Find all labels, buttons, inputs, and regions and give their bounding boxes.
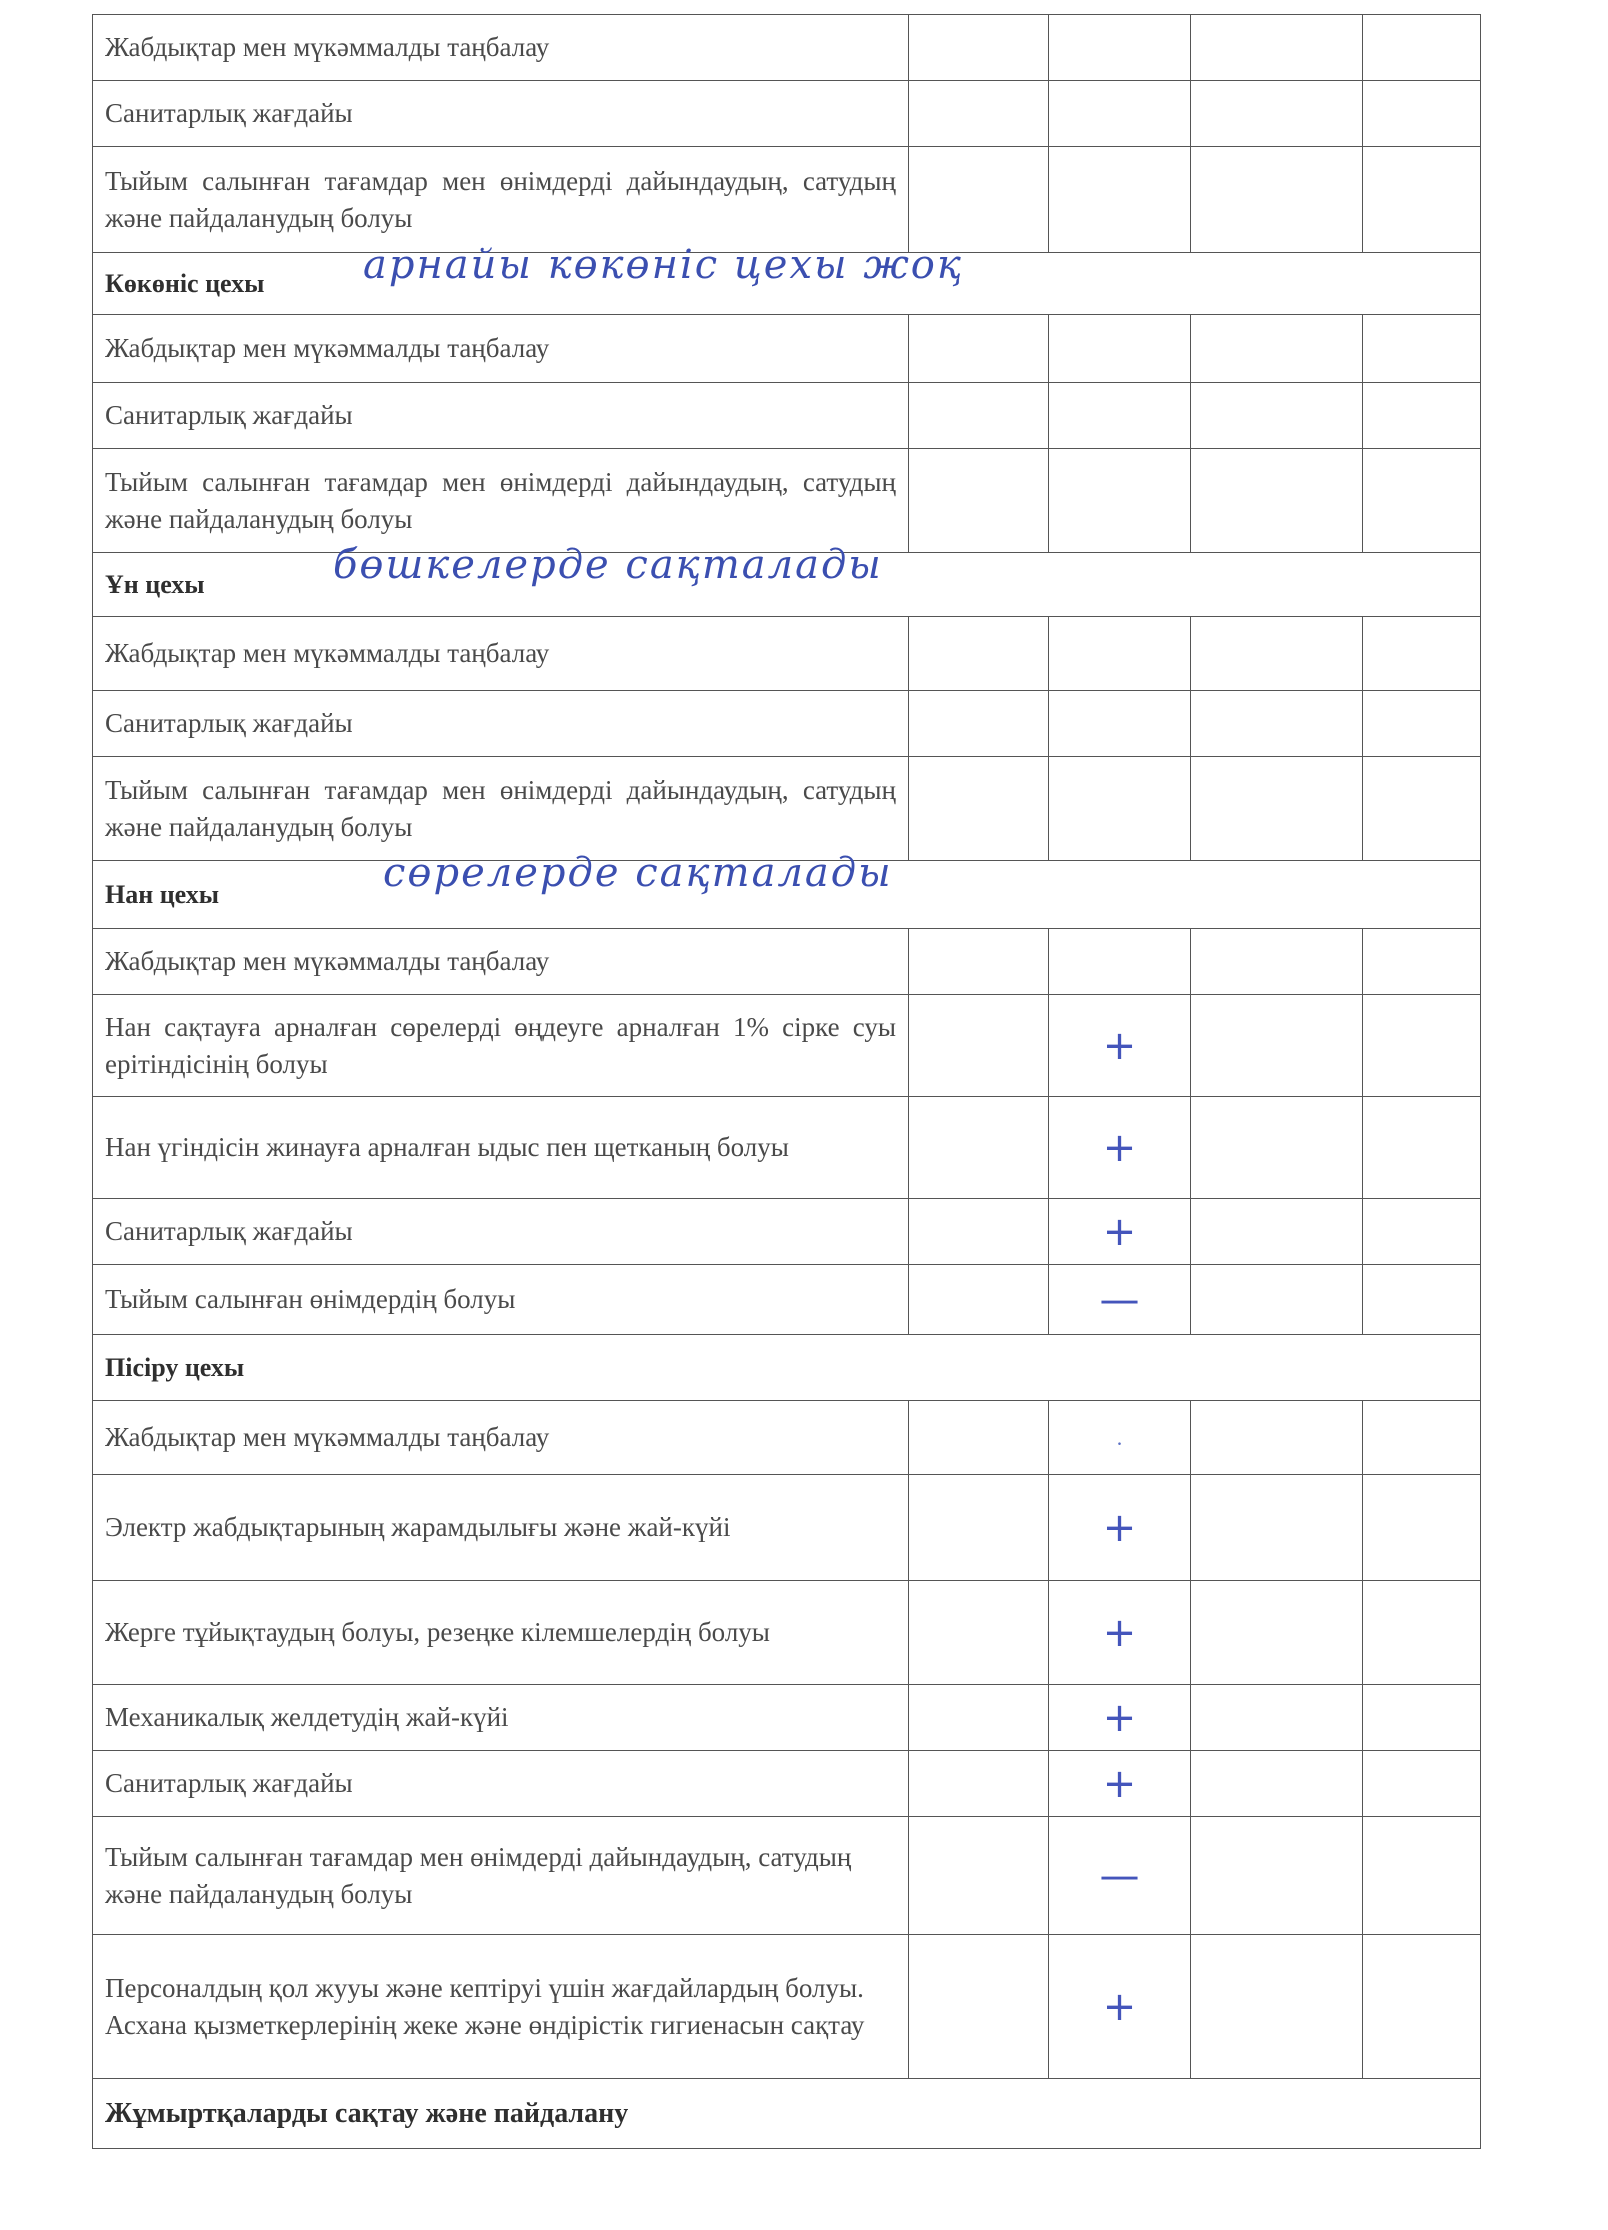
empty-cell	[1191, 1265, 1363, 1335]
empty-cell	[909, 1751, 1049, 1817]
empty-cell	[1363, 81, 1481, 147]
item-label: Тыйым салынған тағамдар мен өнімдерді дайындаудың, сатудың және пайдаланудың болуы	[93, 449, 909, 553]
mark-cell: +	[1049, 995, 1191, 1097]
table-row	[93, 691, 1481, 757]
item-label: Жабдықтар мен мүкәммалды таңбалау	[93, 315, 909, 383]
item-label: Электр жабдықтарының жарамдылығы және жай-күйі	[93, 1475, 909, 1581]
section-title: Жұмыртқаларды сақтау және пайдалану	[105, 2098, 629, 2129]
table-row	[93, 1265, 1481, 1335]
item-label: Жабдықтар мен мүкәммалды таңбалау	[93, 617, 909, 691]
empty-cell	[909, 1475, 1049, 1581]
empty-cell	[1191, 995, 1363, 1097]
table-row	[93, 1817, 1481, 1935]
empty-cell	[909, 81, 1049, 147]
empty-cell	[1363, 383, 1481, 449]
mark-cell	[1049, 383, 1191, 449]
checklist-table	[92, 14, 1481, 2149]
empty-cell	[1191, 1097, 1363, 1199]
empty-cell	[909, 315, 1049, 383]
empty-cell	[1191, 1475, 1363, 1581]
item-label: Санитарлық жағдайы	[93, 691, 909, 757]
empty-cell	[1191, 929, 1363, 995]
empty-cell	[909, 1581, 1049, 1685]
empty-cell	[1363, 995, 1481, 1097]
empty-cell	[1191, 617, 1363, 691]
mark-cell: —	[1049, 1265, 1191, 1335]
empty-cell	[909, 1817, 1049, 1935]
section-header	[93, 242, 1481, 315]
section-title: Ұн цехы	[105, 570, 205, 599]
empty-cell	[909, 15, 1049, 81]
table-row	[93, 15, 1481, 81]
handwritten-note: сөрелерде сақталады	[383, 850, 893, 896]
empty-cell	[909, 929, 1049, 995]
empty-cell	[909, 1097, 1049, 1199]
table-row	[93, 147, 1481, 253]
mark-cell: +	[1049, 1581, 1191, 1685]
mark-cell: .	[1049, 1401, 1191, 1475]
section-header-row	[93, 2079, 1481, 2149]
empty-cell	[909, 1401, 1049, 1475]
item-label: Санитарлық жағдайы	[93, 1751, 909, 1817]
mark-cell: +	[1049, 1935, 1191, 2079]
empty-cell	[1363, 1199, 1481, 1265]
mark-cell	[1049, 617, 1191, 691]
empty-cell	[1363, 1475, 1481, 1581]
table-row	[93, 995, 1481, 1097]
empty-cell	[1363, 449, 1481, 553]
section-header	[93, 850, 1481, 929]
table-row	[93, 449, 1481, 553]
empty-cell	[1363, 1751, 1481, 1817]
section-header	[93, 542, 1481, 617]
mark-cell	[1049, 929, 1191, 995]
section-header-row	[93, 1335, 1481, 1401]
table-row	[93, 1475, 1481, 1581]
mark-cell	[1049, 757, 1191, 861]
empty-cell	[1363, 691, 1481, 757]
empty-cell	[1191, 1581, 1363, 1685]
empty-cell	[1191, 15, 1363, 81]
item-label: Тыйым салынған тағамдар мен өнімдерді дайындаудың, сатудың және пайдаланудың болуы	[93, 757, 909, 861]
table-row	[93, 383, 1481, 449]
empty-cell	[1191, 1751, 1363, 1817]
empty-cell	[1191, 315, 1363, 383]
empty-cell	[909, 449, 1049, 553]
table-row	[93, 315, 1481, 383]
empty-cell	[909, 1199, 1049, 1265]
table-row	[93, 757, 1481, 861]
mark-cell	[1049, 147, 1191, 253]
item-label: Нан сақтауға арналған сөрелерді өңдеуге арналған 1% сірке суы ерітіндісінің болуы	[93, 995, 909, 1097]
empty-cell	[1363, 1581, 1481, 1685]
mark-cell: +	[1049, 1685, 1191, 1751]
mark-cell: +	[1049, 1199, 1191, 1265]
empty-cell	[1363, 315, 1481, 383]
empty-cell	[909, 1685, 1049, 1751]
item-label: Жабдықтар мен мүкәммалды таңбалау	[93, 929, 909, 995]
empty-cell	[1363, 929, 1481, 995]
empty-cell	[1363, 1935, 1481, 2079]
checklist-sheet	[92, 14, 1480, 2149]
item-label: Жабдықтар мен мүкәммалды таңбалау	[93, 15, 909, 81]
item-label: Тыйым салынған тағамдар мен өнімдерді дайындаудың, сатудың және пайдаланудың болуы	[93, 147, 909, 253]
item-label: Санитарлық жағдайы	[93, 1199, 909, 1265]
item-label: Жерге тұйықтаудың болуы, резеңке кілемшелердің болуы	[93, 1581, 909, 1685]
empty-cell	[1191, 449, 1363, 553]
section-header-row	[93, 253, 1481, 315]
empty-cell	[1363, 1817, 1481, 1935]
table-row	[93, 1097, 1481, 1199]
empty-cell	[1363, 617, 1481, 691]
section-header-row	[93, 553, 1481, 617]
empty-cell	[909, 995, 1049, 1097]
empty-cell	[1191, 383, 1363, 449]
item-label: Санитарлық жағдайы	[93, 383, 909, 449]
section-header-row	[93, 861, 1481, 929]
item-label: Персоналдың қол жууы және кептіруі үшін жағдайлардың болуы. Асхана қызметкерлерінің жеке және өндірістік гигиенасын сақтау	[93, 1935, 909, 2079]
section-header	[93, 1335, 1481, 1401]
empty-cell	[1191, 1199, 1363, 1265]
mark-cell: +	[1049, 1751, 1191, 1817]
empty-cell	[1363, 1401, 1481, 1475]
empty-cell	[1191, 81, 1363, 147]
item-label: Нан үгіндісін жинауға арналған ыдыс пен щетканың болуы	[93, 1097, 909, 1199]
mark-cell: +	[1049, 1475, 1191, 1581]
empty-cell	[1363, 1685, 1481, 1751]
mark-cell	[1049, 315, 1191, 383]
empty-cell	[909, 383, 1049, 449]
mark-cell	[1049, 81, 1191, 147]
mark-cell: —	[1049, 1817, 1191, 1935]
item-label: Тыйым салынған өнімдердің болуы	[93, 1265, 909, 1335]
section-title: Нан цехы	[105, 880, 220, 909]
handwritten-note: арнайы көкөніс цехы жоқ	[363, 242, 964, 288]
mark-cell: +	[1049, 1097, 1191, 1199]
empty-cell	[1191, 1935, 1363, 2079]
table-row	[93, 617, 1481, 691]
item-label: Тыйым салынған тағамдар мен өнімдерді дайындаудың, сатудың және пайдаланудың болуы	[93, 1817, 909, 1935]
item-label: Санитарлық жағдайы	[93, 81, 909, 147]
handwritten-note: бөшкелерде сақталады	[333, 542, 883, 588]
empty-cell	[1191, 1817, 1363, 1935]
empty-cell	[1363, 15, 1481, 81]
table-row	[93, 1935, 1481, 2079]
empty-cell	[1191, 1401, 1363, 1475]
empty-cell	[1191, 147, 1363, 253]
section-header	[93, 2079, 1481, 2149]
table-row	[93, 81, 1481, 147]
empty-cell	[1363, 1265, 1481, 1335]
empty-cell	[909, 1935, 1049, 2079]
item-label: Механикалық желдетудің жай-күйі	[93, 1685, 909, 1751]
mark-cell	[1049, 449, 1191, 553]
empty-cell	[1363, 757, 1481, 861]
empty-cell	[1191, 691, 1363, 757]
mark-cell	[1049, 15, 1191, 81]
empty-cell	[909, 1265, 1049, 1335]
empty-cell	[909, 757, 1049, 861]
section-title: Пісіру цехы	[105, 1353, 245, 1382]
section-title: Көкөніс цехы	[105, 269, 265, 298]
empty-cell	[1363, 1097, 1481, 1199]
table-row	[93, 1401, 1481, 1475]
item-label: Жабдықтар мен мүкәммалды таңбалау	[93, 1401, 909, 1475]
table-row	[93, 1581, 1481, 1685]
mark-cell	[1049, 691, 1191, 757]
empty-cell	[909, 147, 1049, 253]
empty-cell	[1191, 1685, 1363, 1751]
table-row	[93, 929, 1481, 995]
table-row	[93, 1199, 1481, 1265]
table-row	[93, 1685, 1481, 1751]
empty-cell	[1191, 757, 1363, 861]
empty-cell	[1363, 147, 1481, 253]
table-row	[93, 1751, 1481, 1817]
empty-cell	[909, 617, 1049, 691]
empty-cell	[909, 691, 1049, 757]
